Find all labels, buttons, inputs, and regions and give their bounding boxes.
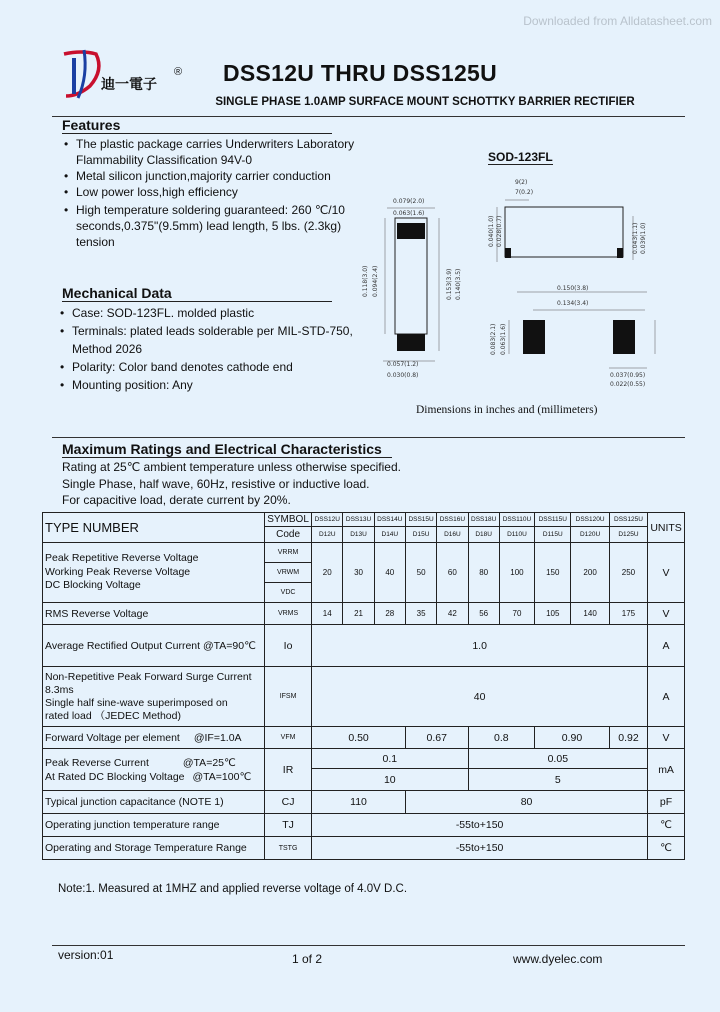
row-condition: @IF=1.0A (193, 731, 242, 744)
condition-line: Rating at 25℃ ambient temperature unless otherwise specified. (62, 460, 401, 474)
value-cell: 0.67 (405, 727, 468, 749)
marking-code: D13U (343, 527, 374, 543)
version: version:01 (58, 948, 114, 962)
package-drawing (355, 172, 675, 397)
ratings-table (42, 512, 685, 860)
row-label: Peak Repetitive Reverse Voltage (45, 552, 199, 565)
part-number: DSS115U (535, 513, 571, 527)
feature-item: • Metal silicon junction,majority carrier conduction (62, 168, 362, 184)
value-cell: 0.8 (468, 727, 535, 749)
row-label: Working Peak Reverse Voltage (45, 565, 191, 578)
value-cell: 100 (499, 543, 534, 603)
row-label: Operating and Storage Temperature Range (43, 837, 265, 860)
symbol-header: SYMBOL (265, 513, 312, 527)
page-title: DSS12U THRU DSS125U (222, 60, 498, 86)
row-label: Forward Voltage per element (45, 731, 180, 744)
symbol: IR (265, 749, 312, 791)
page-number: 1 of 2 (292, 952, 323, 966)
features-list (62, 136, 362, 250)
row-label: rated load （JEDEC Method) (45, 709, 181, 722)
dim-s4: 0.039(1.0) (640, 222, 647, 254)
unit-cell: V (648, 603, 685, 625)
row-label: At Rated DC Blocking Voltage (45, 770, 185, 783)
marking-code: D12U (312, 527, 343, 543)
unit-cell: mA (648, 749, 685, 791)
value-cell: 28 (374, 603, 405, 625)
table-row (43, 791, 685, 814)
unit-cell: A (648, 625, 685, 667)
marking-code: D115U (535, 527, 571, 543)
marking-code: D18U (468, 527, 499, 543)
feature-item: • The plastic package carries Underwriters Laboratory Flammability Classification 94V-0 (62, 136, 362, 168)
value-cell: 40 (312, 667, 648, 727)
row-label: 8.3ms (45, 683, 74, 696)
value-cell: 21 (343, 603, 374, 625)
row-label: Average Rectified Output Current @TA=90℃ (43, 625, 265, 667)
table-row (43, 625, 685, 667)
value-cell: 35 (405, 603, 436, 625)
package-caption: Dimensions in inches and (millimeters) (416, 404, 598, 416)
value-cell: 50 (405, 543, 436, 603)
table-row (43, 749, 685, 769)
features-heading: Features (62, 117, 332, 134)
unit-cell: ℃ (648, 837, 685, 860)
symbol: IFSM (265, 667, 312, 727)
value-cell: 0.05 (468, 749, 648, 769)
symbol: VRRM (265, 543, 311, 563)
table-row (43, 814, 685, 837)
value-cell: 150 (535, 543, 571, 603)
condition-line: For capacitive load, derate current by 20%. (62, 493, 291, 507)
symbol: Io (265, 625, 312, 667)
part-number: DSS12U (312, 513, 343, 527)
value-cell: 10 (312, 769, 468, 791)
value-cell: 14 (312, 603, 343, 625)
divider (52, 437, 685, 438)
value-cell: 0.90 (535, 727, 610, 749)
mechanical-item: • Case: SOD-123FL. molded plastic (58, 304, 358, 322)
dim-f2: 0.022(0.55) (610, 381, 646, 388)
symbol: TJ (265, 814, 312, 837)
row-label: Single half sine-wave superimposed on (45, 696, 228, 709)
value-cell: 140 (571, 603, 609, 625)
dim-h2: 0.094(2.4) (372, 265, 379, 297)
marking-code: D16U (437, 527, 468, 543)
dim-s2: 0.028(0.7) (496, 215, 503, 247)
value-cell: 56 (468, 603, 499, 625)
part-number: DSS125U (609, 513, 647, 527)
units-header: UNITS (648, 513, 685, 543)
type-number-header: TYPE NUMBER (43, 513, 265, 543)
table-row (43, 667, 685, 727)
mechanical-item: • Mounting position: Any (58, 376, 358, 394)
ratings-heading: Maximum Ratings and Electrical Characteristics (62, 441, 392, 458)
dim-l1: 0.150(3.8) (557, 285, 589, 292)
symbol: VRWM (265, 563, 311, 583)
symbol: TSTG (265, 837, 312, 860)
page-subtitle: SINGLE PHASE 1.0AMP SURFACE MOUNT SCHOTTKY BARRIER RECTIFIER (215, 96, 635, 108)
table-row (43, 543, 685, 603)
feature-item: • Low power loss,high efficiency (62, 184, 362, 200)
table-row (43, 603, 685, 625)
row-condition: @TA=100℃ (192, 770, 252, 783)
value-cell: 175 (609, 603, 647, 625)
part-number: DSS110U (499, 513, 534, 527)
dim-l2: 0.134(3.4) (557, 300, 589, 307)
value-cell: 110 (312, 791, 406, 814)
marking-code: D120U (571, 527, 609, 543)
mechanical-item: • Terminals: plated leads solderable per MIL-STD-750, Method 2026 (58, 322, 358, 358)
symbol: VDC (280, 589, 296, 596)
dim-f1: 0.037(0.95) (610, 372, 646, 379)
value-cell: 5 (468, 769, 648, 791)
value-cell: 105 (535, 603, 571, 625)
value-cell: 0.1 (312, 749, 468, 769)
dim-w2: 0.063(1.6) (393, 210, 425, 217)
table-row (43, 727, 685, 749)
package-label: SOD-123FL (488, 150, 553, 164)
part-number: DSS13U (343, 513, 374, 527)
symbol: VFM (265, 727, 312, 749)
part-number: DSS14U (374, 513, 405, 527)
value-cell: 0.50 (312, 727, 406, 749)
symbol: CJ (265, 791, 312, 814)
footnote: Note:1. Measured at 1MHZ and applied reverse voltage of 4.0V D.C. (58, 883, 408, 895)
marking-code: D14U (374, 527, 405, 543)
feature-item: • High temperature soldering guaranteed: 260 ℃/10 seconds,0.375"(9.5mm) lead length, 5 lbs. (2.3kg) tension (62, 202, 362, 250)
value-cell: 20 (312, 543, 343, 603)
marking-code: D15U (405, 527, 436, 543)
value-cell: 80 (405, 791, 647, 814)
unit-cell: V (648, 543, 685, 603)
dim-t2: 7(0.2) (515, 189, 534, 196)
row-label: RMS Reverse Voltage (43, 603, 265, 625)
value-cell: 80 (468, 543, 499, 603)
website-link[interactable]: www.dyelec.com (513, 952, 603, 966)
dim-b2: 0.030(0.8) (387, 372, 419, 379)
value-cell: 60 (437, 543, 468, 603)
dim-s1: 0.040(1.0) (488, 215, 495, 247)
row-label: Peak Reverse Current (45, 756, 149, 769)
value-cell: -55to+150 (312, 837, 648, 860)
dim-h1: 0.118(3.0) (362, 265, 369, 297)
mechanical-heading: Mechanical Data (62, 285, 332, 302)
dim-t1: 9(2) (515, 179, 528, 186)
row-label: Non-Repetitive Peak Forward Surge Current (45, 670, 252, 683)
part-number: DSS16U (437, 513, 468, 527)
row-condition: @TA=25℃ (182, 756, 236, 769)
value-cell: 1.0 (312, 625, 648, 667)
row-label: DC Blocking Voltage (45, 579, 141, 592)
code-header: Code (265, 527, 312, 543)
registered-mark: ® (174, 66, 183, 78)
value-cell: 70 (499, 603, 534, 625)
symbol: VRMS (265, 603, 312, 625)
marking-code: D110U (499, 527, 534, 543)
dim-r2: 0.063(1.6) (500, 323, 507, 355)
dim-s3: 0.043(1.1) (632, 222, 639, 254)
dim-h4: 0.140(3.5) (455, 268, 462, 300)
condition-line: Single Phase, half wave, 60Hz, resistive or inductive load. (62, 476, 370, 491)
dim-r1: 0.083(2.1) (490, 323, 497, 355)
value-cell: 30 (343, 543, 374, 603)
logo-text: 迪一電子 (101, 77, 157, 93)
mechanical-list (58, 304, 358, 394)
part-number: DSS15U (405, 513, 436, 527)
value-cell: -55to+150 (312, 814, 648, 837)
dim-h3: 0.153(3.9) (446, 268, 453, 300)
unit-cell: pF (648, 791, 685, 814)
dim-b1: 0.057(1.2) (387, 361, 419, 368)
value-cell: 250 (609, 543, 647, 603)
dim-w1: 0.079(2.0) (393, 198, 425, 205)
unit-cell: A (648, 667, 685, 727)
part-number: DSS18U (468, 513, 499, 527)
row-label: Typical junction capacitance (NOTE 1) (43, 791, 265, 814)
ratings-conditions (62, 459, 401, 509)
row-label: Operating junction temperature range (43, 814, 265, 837)
unit-cell: ℃ (648, 814, 685, 837)
marking-code: D125U (609, 527, 647, 543)
mechanical-item: • Polarity: Color band denotes cathode end (58, 358, 358, 376)
unit-cell: V (648, 727, 685, 749)
value-cell: 200 (571, 543, 609, 603)
value-cell: 0.92 (609, 727, 647, 749)
value-cell: 42 (437, 603, 468, 625)
table-row (43, 837, 685, 860)
part-number: DSS120U (571, 513, 609, 527)
watermark: Downloaded from Alldatasheet.com (523, 14, 712, 28)
divider (52, 945, 685, 946)
value-cell: 40 (374, 543, 405, 603)
